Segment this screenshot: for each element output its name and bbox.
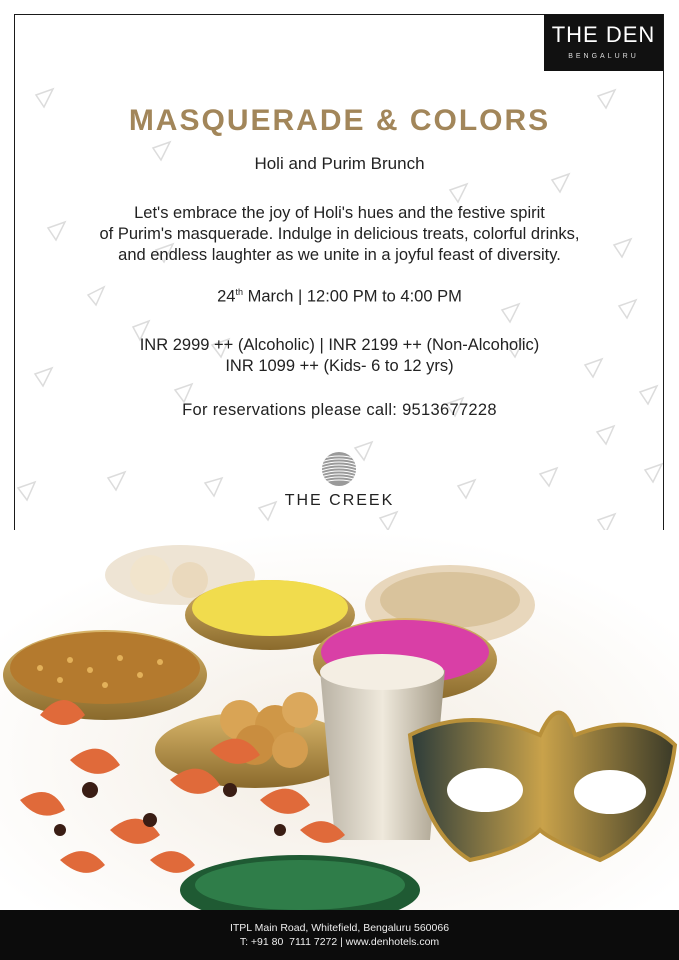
the-creek-logo-icon [321, 451, 357, 487]
the-den-logo [544, 14, 663, 71]
footer-contact[interactable]: T: +91 80 7111 7272 | www.denhotels.com [239, 936, 440, 948]
description-line: of Purim's masquerade. Indulge in delicious treats, colorful drinks, [99, 225, 580, 243]
logo-city: BENGALURU [568, 53, 639, 60]
event-description [60, 203, 619, 266]
footer [0, 910, 679, 960]
event-subtitle: Holi and Purim Brunch [254, 154, 425, 173]
description-line: Let's embrace the joy of Holi's hues and the festive spirit [134, 204, 545, 222]
logo-name: THE DEN [551, 22, 656, 47]
date-day: 24 [217, 287, 236, 306]
event-title: MASQUERADE & COLORS [128, 104, 551, 137]
reservation-phone[interactable]: For reservations please call: 9513677228 [182, 401, 497, 419]
event-datetime [0, 287, 679, 307]
holi-food-mask-photo [0, 530, 679, 910]
date-suffix: th [235, 287, 243, 297]
footer-address: ITPL Main Road, Whitefield, Bengaluru 560066 [229, 922, 450, 934]
description-line: and endless laughter as we unite in a joyful feast of diversity. [118, 246, 561, 264]
price-adults: INR 2999 ++ (Alcoholic) | INR 2199 ++ (Non-Alcoholic) [139, 336, 540, 354]
price-kids: INR 1099 ++ (Kids- 6 to 12 yrs) [225, 357, 454, 375]
date-time-range: March | 12:00 PM to 4:00 PM [242, 287, 462, 306]
venue-name: THE CREEK [284, 492, 395, 509]
